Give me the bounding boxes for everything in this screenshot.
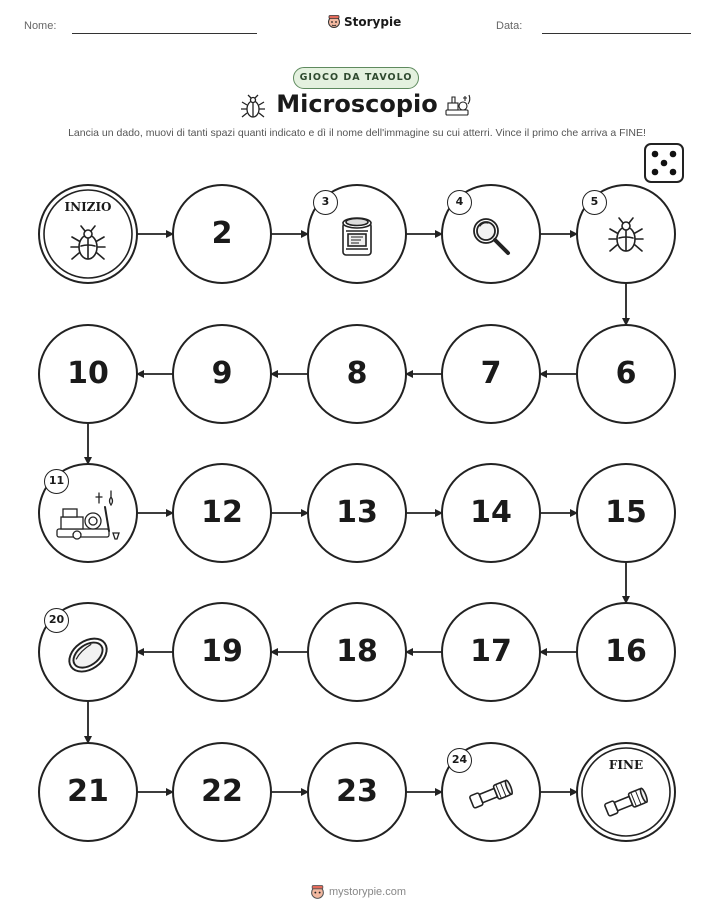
space-number: 12 [201, 495, 243, 530]
brand-name: Storypie [344, 14, 402, 29]
category-badge: GIOCO DA TAVOLO [293, 67, 419, 89]
space-number-badge: 5 [582, 190, 607, 215]
finish-label: FINE [608, 758, 644, 772]
space-number: 16 [605, 634, 647, 669]
space-number: 13 [336, 495, 378, 530]
space-number: 23 [336, 774, 378, 809]
space-number-badge: 20 [44, 608, 69, 633]
space-number: 18 [336, 634, 378, 669]
instructions: Lancia un dado, muovi di tanti spazi quanti indicato e dì il nome dell'immagine su cui atterri. Vince il primo che arriva a FINE! [68, 127, 646, 139]
page-title: Microscopio [276, 90, 438, 118]
start-label: INIZIO [64, 200, 112, 214]
space-number: 6 [615, 356, 637, 391]
specimen-jar-icon [343, 218, 371, 255]
space-number: 14 [470, 495, 512, 530]
space-number: 15 [605, 495, 647, 530]
space-number: 9 [211, 356, 233, 391]
space-number: 8 [346, 356, 368, 391]
space-number: 21 [67, 774, 109, 809]
space-number: 7 [480, 356, 502, 391]
space-number: 2 [211, 216, 233, 251]
space-number: 17 [470, 634, 512, 669]
footer [310, 884, 406, 900]
footer-url[interactable]: mystorypie.com [329, 886, 407, 898]
space-number-badge: 3 [313, 190, 338, 215]
space-number: 19 [201, 634, 243, 669]
space-number-badge: 11 [44, 469, 69, 494]
name-label: Nome: [24, 20, 57, 32]
date-label: Data: [496, 20, 523, 32]
space-number-badge: 24 [447, 748, 472, 773]
storypie-mascot-icon [310, 884, 325, 900]
space-number-badge: 4 [447, 190, 472, 215]
space-number: 22 [201, 774, 243, 809]
space-number: 10 [67, 356, 109, 391]
